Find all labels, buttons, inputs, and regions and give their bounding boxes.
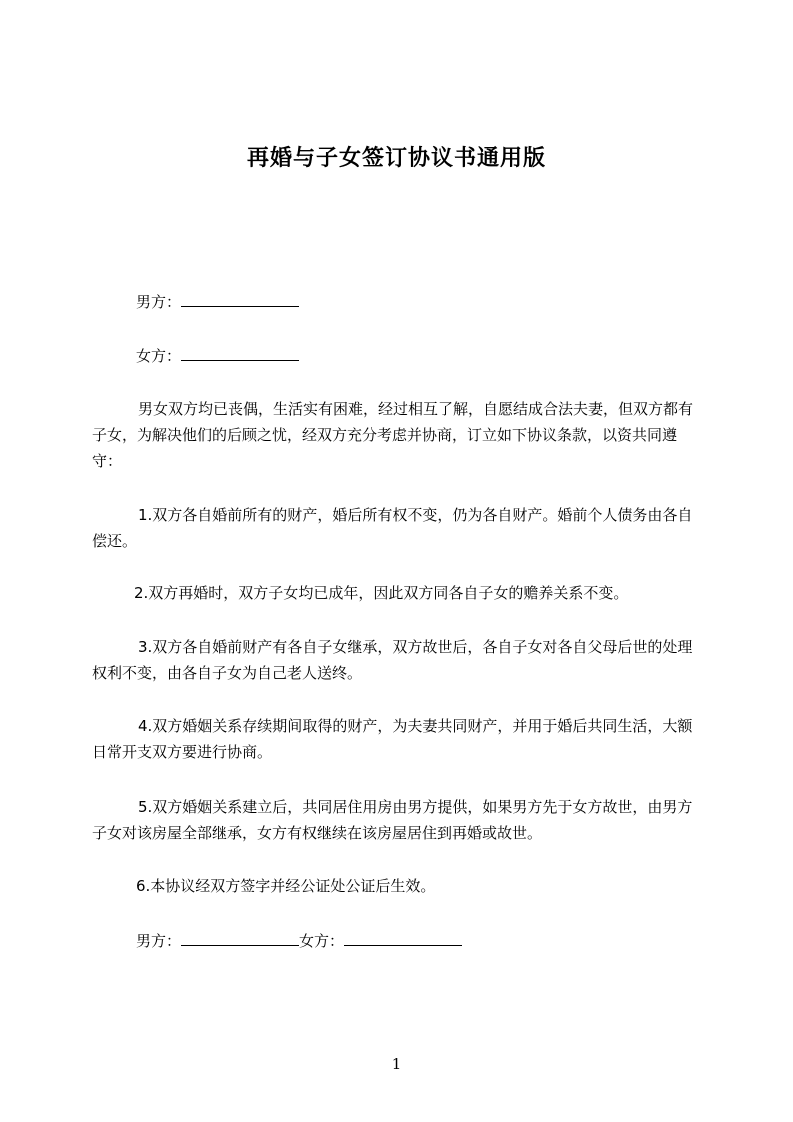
signature-male-blank: [181, 931, 299, 946]
page-number: 1: [391, 1055, 402, 1073]
male-party-line: [136, 291, 299, 312]
clause-6: 6.本协议经双方签字并经公证处公证后生效。: [136, 877, 436, 895]
clause-3: 3.双方各自婚前财产有各自子女继承，双方故世后，各自子女对各自父母后世的处理权利不变，由各自子女为自己老人送终。: [92, 638, 693, 682]
intro-paragraph: 男女双方均已丧偶，生活实有困难，经过相互了解，自愿结成合法夫妻，但双方都有子女，为解决他们的后顾之忧，经双方充分考虑并协商，订立如下协议条款，以资共同遵守：: [92, 400, 694, 470]
signature-female-blank: [344, 931, 462, 946]
clause-2: 2.双方再婚时，双方子女均已成年，因此双方同各自子女的赡养关系不变。: [134, 584, 629, 602]
document-title: 再婚与子女签订协议书通用版: [246, 146, 546, 171]
female-party-blank: [181, 346, 299, 361]
clause-1: 1.双方各自婚前所有的财产，婚后所有权不变，仍为各自财产。婚前个人债务由各自偿还。: [92, 506, 693, 550]
signature-male-label: 男方：: [136, 932, 182, 950]
female-party-line: [136, 345, 299, 366]
male-party-label: 男方：: [136, 293, 182, 311]
female-party-label: 女方：: [136, 347, 182, 365]
male-party-blank: [181, 292, 299, 307]
clause-4: 4.双方婚姻关系存续期间取得的财产，为夫妻共同财产，并用于婚后共同生活，大额日常开支双方要进行协商。: [92, 717, 693, 761]
signature-female-label: 女方：: [299, 932, 345, 950]
signature-line: [136, 930, 462, 951]
clause-5: 5.双方婚姻关系建立后，共同居住用房由男方提供，如果男方先于女方故世，由男方子女对该房屋全部继承，女方有权继续在该房屋居住到再婚或故世。: [92, 798, 693, 842]
